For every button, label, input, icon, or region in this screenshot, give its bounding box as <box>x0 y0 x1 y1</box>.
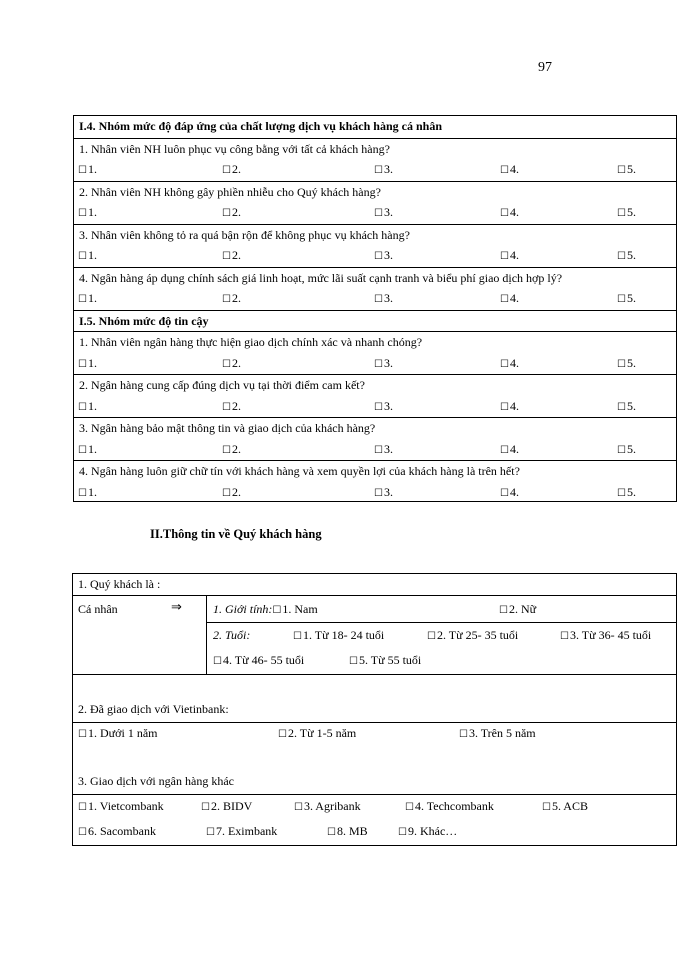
checkbox-icon: ☐ <box>349 656 358 667</box>
rating-option-1[interactable]: ☐1. <box>78 205 97 219</box>
rating-option-1[interactable]: ☐1. <box>78 162 97 176</box>
age-option-2[interactable]: ☐2. Từ 25- 35 tuổi <box>427 628 519 642</box>
checkbox-icon: ☐ <box>78 487 87 499</box>
q3-option-other[interactable]: ☐9. Khác… <box>398 824 458 838</box>
rating-options-row <box>74 159 676 181</box>
rating-options-row <box>74 245 676 267</box>
rating-option-4[interactable]: ☐4. <box>500 205 519 219</box>
rating-option-3[interactable]: ☐3. <box>374 398 393 413</box>
rating-option-5[interactable]: ☐5. <box>617 205 636 219</box>
checkbox-icon: ☐ <box>374 251 383 262</box>
q3-option-acb[interactable]: ☐5. ACB <box>542 799 588 813</box>
checkbox-icon: ☐ <box>398 827 407 838</box>
checkbox-icon: ☐ <box>405 802 414 813</box>
age-option-3[interactable]: ☐3. Từ 36- 45 tuổi <box>560 628 652 642</box>
q1-label: 1. Quý khách là : <box>78 577 161 591</box>
checkbox-icon: ☐ <box>617 487 626 499</box>
rating-options-row <box>74 439 676 461</box>
checkbox-icon: ☐ <box>222 444 231 456</box>
rating-option-3[interactable]: ☐3. <box>374 205 393 219</box>
page-number: 97 <box>538 60 552 75</box>
rating-option-3[interactable]: ☐3. <box>374 441 393 456</box>
group-heading: I.5. Nhóm mức độ tin cậy <box>74 310 676 332</box>
checkbox-icon: ☐ <box>500 358 509 370</box>
checkbox-icon: ☐ <box>222 165 231 176</box>
rating-option-2[interactable]: ☐2. <box>222 484 241 499</box>
gender-option-female[interactable]: ☐2. Nữ <box>499 602 537 616</box>
checkbox-icon: ☐ <box>293 631 302 642</box>
checkbox-icon: ☐ <box>542 802 551 813</box>
checkbox-icon: ☐ <box>500 444 509 456</box>
rating-option-5[interactable]: ☐5. <box>617 441 636 456</box>
question-text: 3. Nhân viên không tỏ ra quá bận rộn để không phục vụ khách hàng? <box>74 224 676 246</box>
checkbox-icon: ☐ <box>78 165 87 176</box>
checkbox-icon: ☐ <box>374 358 383 370</box>
checkbox-icon: ☐ <box>500 401 509 413</box>
rating-option-3[interactable]: ☐3. <box>374 248 393 262</box>
checkbox-icon: ☐ <box>500 294 509 305</box>
rating-option-1[interactable]: ☐1. <box>78 398 97 413</box>
checkbox-icon: ☐ <box>78 358 87 370</box>
rating-option-2[interactable]: ☐2. <box>222 441 241 456</box>
rating-option-3[interactable]: ☐3. <box>374 355 393 370</box>
checkbox-icon: ☐ <box>222 358 231 370</box>
question-text: 4. Ngân hàng luôn giữ chữ tín với khách hàng và xem quyền lợi của khách hàng là trên hết? <box>74 460 676 482</box>
rating-option-4[interactable]: ☐4. <box>500 248 519 262</box>
rating-options-row <box>74 288 676 310</box>
rating-option-5[interactable]: ☐5. <box>617 291 636 305</box>
gender-label: 1. Giới tính: <box>213 602 273 616</box>
rating-option-5[interactable]: ☐5. <box>617 398 636 413</box>
question-text: 1. Nhân viên NH luôn phục vụ công bằng với tất cả khách hàng? <box>74 138 676 160</box>
arrow-icon: ⇒ <box>171 600 182 615</box>
rating-option-5[interactable]: ☐5. <box>617 484 636 499</box>
checkbox-icon: ☐ <box>500 251 509 262</box>
checkbox-icon: ☐ <box>278 729 287 740</box>
rating-option-4[interactable]: ☐4. <box>500 484 519 499</box>
checkbox-icon: ☐ <box>617 401 626 413</box>
checkbox-icon: ☐ <box>374 444 383 456</box>
rating-options-row <box>74 353 676 375</box>
rating-option-2[interactable]: ☐2. <box>222 355 241 370</box>
q3-option-bidv[interactable]: ☐2. BIDV <box>201 799 253 813</box>
q3-label: 3. Giao dịch với ngân hàng khác <box>78 774 234 788</box>
rating-option-4[interactable]: ☐4. <box>500 291 519 305</box>
checkbox-icon: ☐ <box>499 605 508 616</box>
customer-info-table <box>72 573 677 846</box>
q3-option-mb[interactable]: ☐8. MB <box>327 824 368 838</box>
checkbox-icon: ☐ <box>78 444 87 456</box>
rating-option-1[interactable]: ☐1. <box>78 248 97 262</box>
rating-option-4[interactable]: ☐4. <box>500 162 519 176</box>
age-label: 2. Tuổi: <box>213 628 251 642</box>
rating-option-2[interactable]: ☐2. <box>222 398 241 413</box>
rating-option-4[interactable]: ☐4. <box>500 441 519 456</box>
rating-options-row <box>74 482 676 504</box>
question-text: 2. Ngân hàng cung cấp đúng dịch vụ tại thời điểm cam kết? <box>74 374 676 396</box>
rating-option-2[interactable]: ☐2. <box>222 291 241 305</box>
checkbox-icon: ☐ <box>374 401 383 413</box>
age-option-4[interactable]: ☐4. Từ 46- 55 tuổi <box>213 653 305 667</box>
checkbox-icon: ☐ <box>374 208 383 219</box>
rating-option-2[interactable]: ☐2. <box>222 162 241 176</box>
rating-option-4[interactable]: ☐4. <box>500 398 519 413</box>
rating-option-3[interactable]: ☐3. <box>374 291 393 305</box>
checkbox-icon: ☐ <box>374 165 383 176</box>
individual-label: Cá nhân <box>78 602 118 616</box>
rating-option-5[interactable]: ☐5. <box>617 162 636 176</box>
rating-option-1[interactable]: ☐1. <box>78 355 97 370</box>
q3-option-agribank[interactable]: ☐3. Agribank <box>294 799 361 813</box>
rating-option-3[interactable]: ☐3. <box>374 484 393 499</box>
checkbox-icon: ☐ <box>78 802 87 813</box>
checkbox-icon: ☐ <box>222 401 231 413</box>
checkbox-icon: ☐ <box>500 208 509 219</box>
rating-option-1[interactable]: ☐1. <box>78 291 97 305</box>
gender-option-male[interactable]: ☐1. Nam <box>272 602 318 616</box>
question-text: 3. Ngân hàng bảo mật thông tin và giao dịch của khách hàng? <box>74 417 676 439</box>
rating-option-4[interactable]: ☐4. <box>500 355 519 370</box>
checkbox-icon: ☐ <box>617 165 626 176</box>
checkbox-icon: ☐ <box>617 358 626 370</box>
rating-option-2[interactable]: ☐2. <box>222 248 241 262</box>
checkbox-icon: ☐ <box>213 656 222 667</box>
checkbox-icon: ☐ <box>78 729 87 740</box>
checkbox-icon: ☐ <box>500 165 509 176</box>
q3-option-sacombank[interactable]: ☐6. Sacombank <box>78 824 156 838</box>
question-text: 1. Nhân viên ngân hàng thực hiện giao dịch chính xác và nhanh chóng? <box>74 331 676 353</box>
rating-option-5[interactable]: ☐5. <box>617 248 636 262</box>
checkbox-icon: ☐ <box>617 251 626 262</box>
section-2-title: II.Thông tin về Quý khách hàng <box>150 527 322 541</box>
q3-option-eximbank[interactable]: ☐7. Eximbank <box>206 824 278 838</box>
checkbox-icon: ☐ <box>78 251 87 262</box>
checkbox-icon: ☐ <box>374 294 383 305</box>
q3-option-techcombank[interactable]: ☐4. Techcombank <box>405 799 494 813</box>
rating-option-1[interactable]: ☐1. <box>78 484 97 499</box>
q2-option-2[interactable]: ☐2. Từ 1-5 năm <box>278 726 357 740</box>
checkbox-icon: ☐ <box>617 444 626 456</box>
rating-options-row <box>74 202 676 224</box>
checkbox-icon: ☐ <box>500 487 509 499</box>
question-text: 4. Ngân hàng áp dụng chính sách giá linh hoạt, mức lãi suất cạnh tranh và biểu phí giao dịch hợp lý? <box>74 267 676 289</box>
checkbox-icon: ☐ <box>294 802 303 813</box>
rating-option-1[interactable]: ☐1. <box>78 441 97 456</box>
checkbox-icon: ☐ <box>272 605 282 616</box>
q2-option-3[interactable]: ☐3. Trên 5 năm <box>459 726 536 740</box>
rating-option-5[interactable]: ☐5. <box>617 355 636 370</box>
checkbox-icon: ☐ <box>201 802 210 813</box>
question-text: 2. Nhân viên NH không gây phiền nhiễu cho Quý khách hàng? <box>74 181 676 203</box>
checkbox-icon: ☐ <box>78 401 87 413</box>
checkbox-icon: ☐ <box>222 251 231 262</box>
rating-option-2[interactable]: ☐2. <box>222 205 241 219</box>
checkbox-icon: ☐ <box>222 294 231 305</box>
checkbox-icon: ☐ <box>222 208 231 219</box>
checkbox-icon: ☐ <box>222 487 231 499</box>
group-heading: I.4. Nhóm mức độ đáp ứng của chất lượng dịch vụ khách hàng cá nhân <box>79 119 442 133</box>
q2-option-1[interactable]: ☐1. Dưới 1 năm <box>78 726 158 740</box>
rating-option-3[interactable]: ☐3. <box>374 162 393 176</box>
checkbox-icon: ☐ <box>78 208 87 219</box>
checkbox-icon: ☐ <box>617 208 626 219</box>
satisfaction-survey-table <box>73 115 677 502</box>
checkbox-icon: ☐ <box>78 294 87 305</box>
age-option-5[interactable]: ☐5. Từ 55 tuổi <box>349 653 422 667</box>
checkbox-icon: ☐ <box>617 294 626 305</box>
checkbox-icon: ☐ <box>374 487 383 499</box>
rating-options-row <box>74 396 676 418</box>
checkbox-icon: ☐ <box>560 631 569 642</box>
q2-label: 2. Đã giao dịch với Vietinbank: <box>78 702 229 716</box>
checkbox-icon: ☐ <box>459 729 468 740</box>
q3-option-vietcombank[interactable]: ☐1. Vietcombank <box>78 799 164 813</box>
checkbox-icon: ☐ <box>327 827 336 838</box>
checkbox-icon: ☐ <box>206 827 215 838</box>
checkbox-icon: ☐ <box>427 631 436 642</box>
checkbox-icon: ☐ <box>78 827 87 838</box>
age-option-1[interactable]: ☐1. Từ 18- 24 tuổi <box>293 628 385 642</box>
